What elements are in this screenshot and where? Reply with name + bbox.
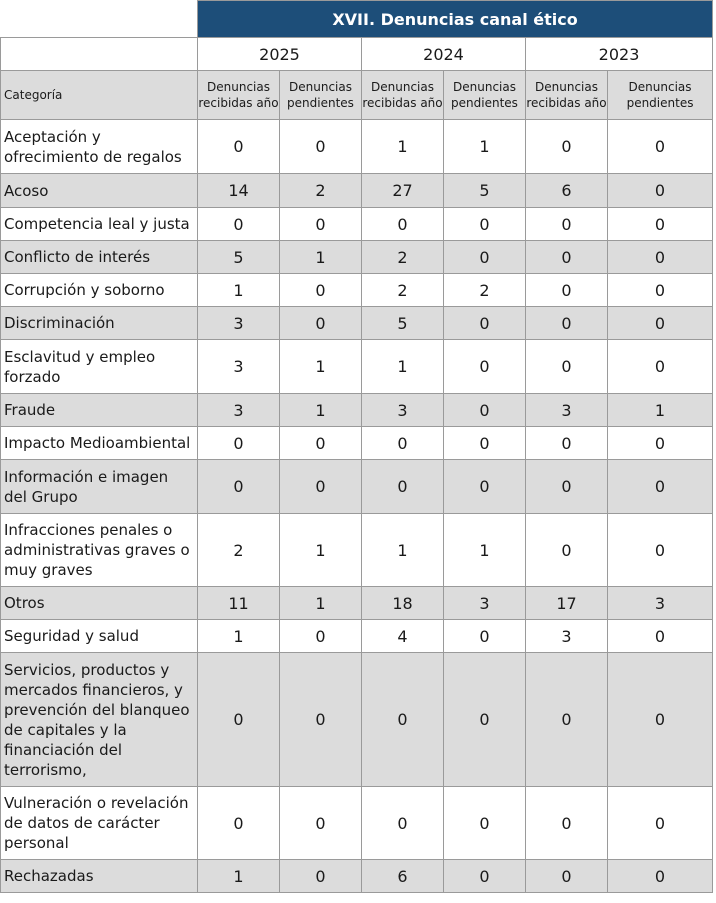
received-count-cell: 0 [526,427,608,460]
pending-count-cell: 0 [444,860,526,893]
row-category: Rechazadas [1,860,198,893]
column-header-row [1,71,713,120]
pending-column-header: Denuncias pendientes [280,71,362,120]
pending-count-cell: 0 [608,787,713,860]
pending-column-header: Denuncias pendientes [608,71,713,120]
pending-count-cell: 0 [608,340,713,394]
received-count-cell: 0 [526,241,608,274]
pending-count-cell: 0 [444,340,526,394]
received-count-cell: 6 [362,860,444,893]
table-row [1,653,713,787]
received-count-cell: 18 [362,587,444,620]
pending-count-cell: 5 [444,174,526,208]
category-column-header: Categoría [1,71,198,120]
received-count-cell: 2 [362,274,444,307]
pending-count-cell: 3 [444,587,526,620]
row-category: Fraude [1,394,198,427]
pending-count-cell: 0 [608,460,713,514]
year-header-2023: 2023 [526,38,713,71]
pending-count-cell: 1 [280,587,362,620]
pending-count-cell: 0 [444,427,526,460]
pending-count-cell: 0 [444,787,526,860]
received-count-cell: 17 [526,587,608,620]
received-count-cell: 0 [362,787,444,860]
row-category: Corrupción y soborno [1,274,198,307]
table-row [1,427,713,460]
received-count-cell: 0 [198,208,280,241]
received-count-cell: 1 [362,340,444,394]
title-row [1,1,713,38]
pending-count-cell: 0 [608,174,713,208]
received-count-cell: 1 [198,620,280,653]
table-body [1,120,713,893]
pending-count-cell: 3 [608,587,713,620]
received-count-cell: 0 [526,307,608,340]
received-count-cell: 0 [198,120,280,174]
pending-count-cell: 0 [608,307,713,340]
table-row [1,787,713,860]
pending-count-cell: 0 [444,241,526,274]
received-column-header: Denuncias recibidas año [198,71,280,120]
pending-count-cell: 1 [608,394,713,427]
year-row [1,38,713,71]
received-column-header: Denuncias recibidas año [526,71,608,120]
pending-count-cell: 0 [280,208,362,241]
received-count-cell: 0 [198,653,280,787]
pending-count-cell: 0 [608,241,713,274]
received-count-cell: 0 [526,653,608,787]
received-count-cell: 0 [362,653,444,787]
received-count-cell: 0 [526,460,608,514]
received-count-cell: 0 [526,120,608,174]
table-row [1,587,713,620]
pending-count-cell: 0 [444,394,526,427]
received-count-cell: 0 [526,340,608,394]
row-category: Información e imagen del Grupo [1,460,198,514]
pending-count-cell: 0 [280,860,362,893]
received-count-cell: 1 [362,120,444,174]
table-row [1,340,713,394]
received-count-cell: 3 [362,394,444,427]
table-row [1,860,713,893]
pending-count-cell: 0 [280,460,362,514]
pending-count-cell: 2 [280,174,362,208]
pending-count-cell: 0 [280,787,362,860]
received-count-cell: 0 [198,427,280,460]
received-count-cell: 0 [526,208,608,241]
received-count-cell: 0 [198,787,280,860]
received-count-cell: 0 [526,274,608,307]
row-category: Acoso [1,174,198,208]
received-count-cell: 0 [198,460,280,514]
pending-count-cell: 0 [608,208,713,241]
row-category: Infracciones penales o administrativas graves o muy graves [1,514,198,587]
pending-count-cell: 0 [280,653,362,787]
pending-count-cell: 0 [608,860,713,893]
pending-count-cell: 1 [280,394,362,427]
pending-count-cell: 1 [280,340,362,394]
table-row [1,274,713,307]
received-count-cell: 4 [362,620,444,653]
received-count-cell: 0 [526,787,608,860]
row-category: Conflicto de interés [1,241,198,274]
table-row [1,120,713,174]
year-header-2024: 2024 [362,38,526,71]
pending-count-cell: 0 [444,307,526,340]
row-category: Aceptación y ofrecimiento de regalos [1,120,198,174]
pending-count-cell: 0 [608,120,713,174]
pending-column-header: Denuncias pendientes [444,71,526,120]
received-count-cell: 2 [362,241,444,274]
received-count-cell: 5 [198,241,280,274]
pending-count-cell: 2 [444,274,526,307]
received-count-cell: 0 [362,427,444,460]
table-row [1,174,713,208]
pending-count-cell: 0 [608,427,713,460]
pending-count-cell: 0 [444,653,526,787]
table-row [1,208,713,241]
received-count-cell: 14 [198,174,280,208]
table-row [1,460,713,514]
received-count-cell: 3 [198,307,280,340]
pending-count-cell: 0 [444,208,526,241]
pending-count-cell: 1 [444,514,526,587]
year-header-2025: 2025 [198,38,362,71]
row-category: Impacto Medioambiental [1,427,198,460]
row-category: Esclavitud y empleo forzado [1,340,198,394]
pending-count-cell: 1 [280,241,362,274]
pending-count-cell: 0 [444,460,526,514]
pending-count-cell: 0 [444,620,526,653]
title-blank-cell [1,1,198,38]
pending-count-cell: 0 [280,120,362,174]
pending-count-cell: 0 [608,620,713,653]
received-count-cell: 3 [526,620,608,653]
pending-count-cell: 0 [608,653,713,787]
received-column-header: Denuncias recibidas año [362,71,444,120]
pending-count-cell: 1 [280,514,362,587]
row-category: Otros [1,587,198,620]
pending-count-cell: 0 [280,427,362,460]
received-count-cell: 11 [198,587,280,620]
row-category: Seguridad y salud [1,620,198,653]
table-title: XVII. Denuncias canal ético [198,1,713,38]
pending-count-cell: 0 [608,514,713,587]
received-count-cell: 5 [362,307,444,340]
pending-count-cell: 0 [280,307,362,340]
table-row [1,514,713,587]
received-count-cell: 0 [526,514,608,587]
pending-count-cell: 0 [608,274,713,307]
received-count-cell: 0 [362,208,444,241]
received-count-cell: 3 [526,394,608,427]
row-category: Competencia leal y justa [1,208,198,241]
received-count-cell: 2 [198,514,280,587]
row-category: Discriminación [1,307,198,340]
table-row [1,620,713,653]
row-category: Servicios, productos y mercados financieros, y prevención del blanqueo de capitales y la financiación del terrorismo, [1,653,198,787]
received-count-cell: 6 [526,174,608,208]
received-count-cell: 1 [362,514,444,587]
received-count-cell: 3 [198,394,280,427]
pending-count-cell: 1 [444,120,526,174]
year-blank-cell [1,38,198,71]
received-count-cell: 1 [198,860,280,893]
pending-count-cell: 0 [280,274,362,307]
received-count-cell: 0 [362,460,444,514]
received-count-cell: 1 [198,274,280,307]
table-row [1,241,713,274]
received-count-cell: 27 [362,174,444,208]
pending-count-cell: 0 [280,620,362,653]
table-row [1,394,713,427]
row-category: Vulneración o revelación de datos de carácter personal [1,787,198,860]
table-row [1,307,713,340]
received-count-cell: 3 [198,340,280,394]
received-count-cell: 0 [526,860,608,893]
